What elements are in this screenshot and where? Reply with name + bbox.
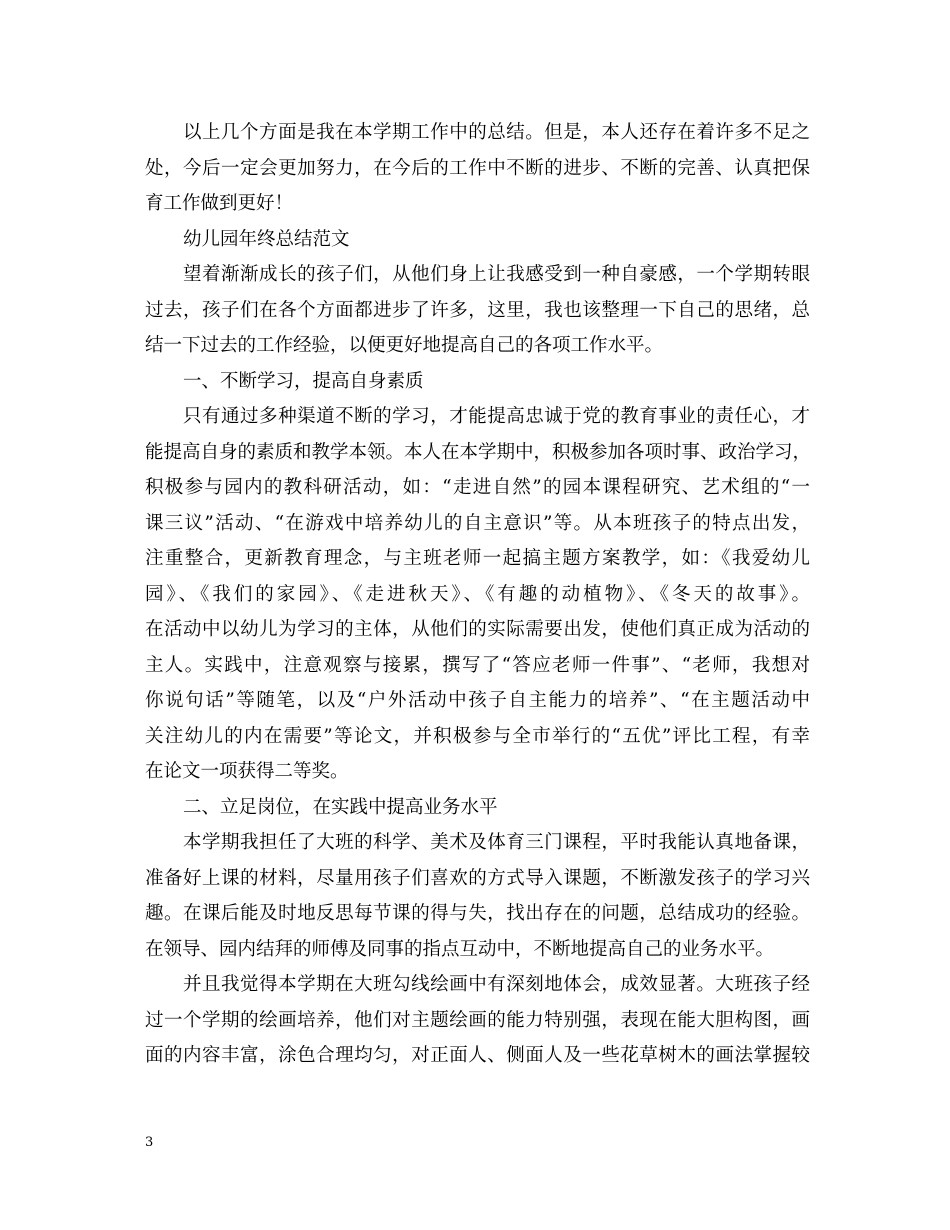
section-heading: 二、立足岗位，在实践中提高业务水平 <box>183 796 498 818</box>
text-line: 望着渐渐成长的孩子们，从他们身上让我感受到一种自豪感，一个学期转眼 <box>183 264 810 285</box>
text-line: 你说句话”等随笔，以及“户外活动中孩子自主能力的培养”、“在主题活动中 <box>145 690 810 711</box>
text-line: 在活动中以幼儿为学习的主体，从他们的实际需要出发，使他们真正成为活动的 <box>145 619 810 640</box>
text-line: 结一下过去的工作经验，以便更好地提高自己的各项工作水平。 <box>145 335 664 356</box>
text-line: 以上几个方面是我在本学期工作中的总结。但是，本人还存在着许多不足之 <box>183 122 810 143</box>
text-line: 育工作做到更好！ <box>145 193 294 214</box>
text-line: 处，今后一定会更加努力，在今后的工作中不断的进步、不断的完善、认真把保 <box>145 157 810 179</box>
text-line: 在论文一项获得二等奖。 <box>145 761 349 782</box>
page-number: 3 <box>145 1135 154 1150</box>
document-body <box>145 115 810 1074</box>
text-line: 趣。在课后能及时地反思每节课的得与失，找出存在的问题，总结成功的经验。 <box>145 903 810 924</box>
section-heading: 一、不断学习，提高自身素质 <box>183 370 424 392</box>
text-line: 准备好上课的材料，尽量用孩子们喜欢的方式导入课题，不断激发孩子的学习兴 <box>145 867 810 889</box>
text-line: 面的内容丰富，涂色合理均匀，对正面人、侧面人及一些花草树木的画法掌握较 <box>145 1045 810 1066</box>
text-line: 课三议”活动、“在游戏中培养幼儿的自主意识”等。从本班孩子的特点出发， <box>145 512 810 534</box>
text-line: 本学期我担任了大班的科学、美术及体育三门课程，平时我能认真地备课， <box>183 832 810 853</box>
text-line: 注重整合，更新教育理念，与主班老师一起搞主题方案教学，如：《我爱幼儿 <box>145 548 810 569</box>
text-line: 关注幼儿的内在需要”等论文，并积极参与全市举行的“五优”评比工程，有幸 <box>145 725 810 747</box>
text-line: 能提高自身的素质和教学本领。本人在本学期中，积极参加各项时事、政治学习， <box>145 441 812 463</box>
text-line: 过一个学期的绘画培养，他们对主题绘画的能力特别强，表现在能大胆构图，画 <box>145 1009 810 1031</box>
text-line: 过去，孩子们在各个方面都进步了许多，这里，我也该整理一下自己的思绪，总 <box>145 299 810 321</box>
section-title: 幼儿园年终总结范文 <box>183 228 350 250</box>
text-line: 并且我觉得本学期在大班勾线绘画中有深刻地体会，成效显著。大班孩子经 <box>183 974 810 995</box>
text-line: 积极参与园内的教科研活动，如：“走进自然”的园本课程研究、艺术组的“一 <box>145 477 810 498</box>
text-line: 只有通过多种渠道不断的学习，才能提高忠诚于党的教育事业的责任心，才 <box>183 406 810 427</box>
text-line: 园》、《我们的家园》、《走进秋天》、《有趣的动植物》、《冬天的故事》。 <box>145 583 810 605</box>
text-line: 主人。实践中，注意观察与接累，撰写了“答应老师一件事”、“老师，我想对 <box>145 654 810 676</box>
text-line: 在领导、园内结拜的师傅及同事的指点互动中，不断地提高自己的业务水平。 <box>145 938 775 960</box>
